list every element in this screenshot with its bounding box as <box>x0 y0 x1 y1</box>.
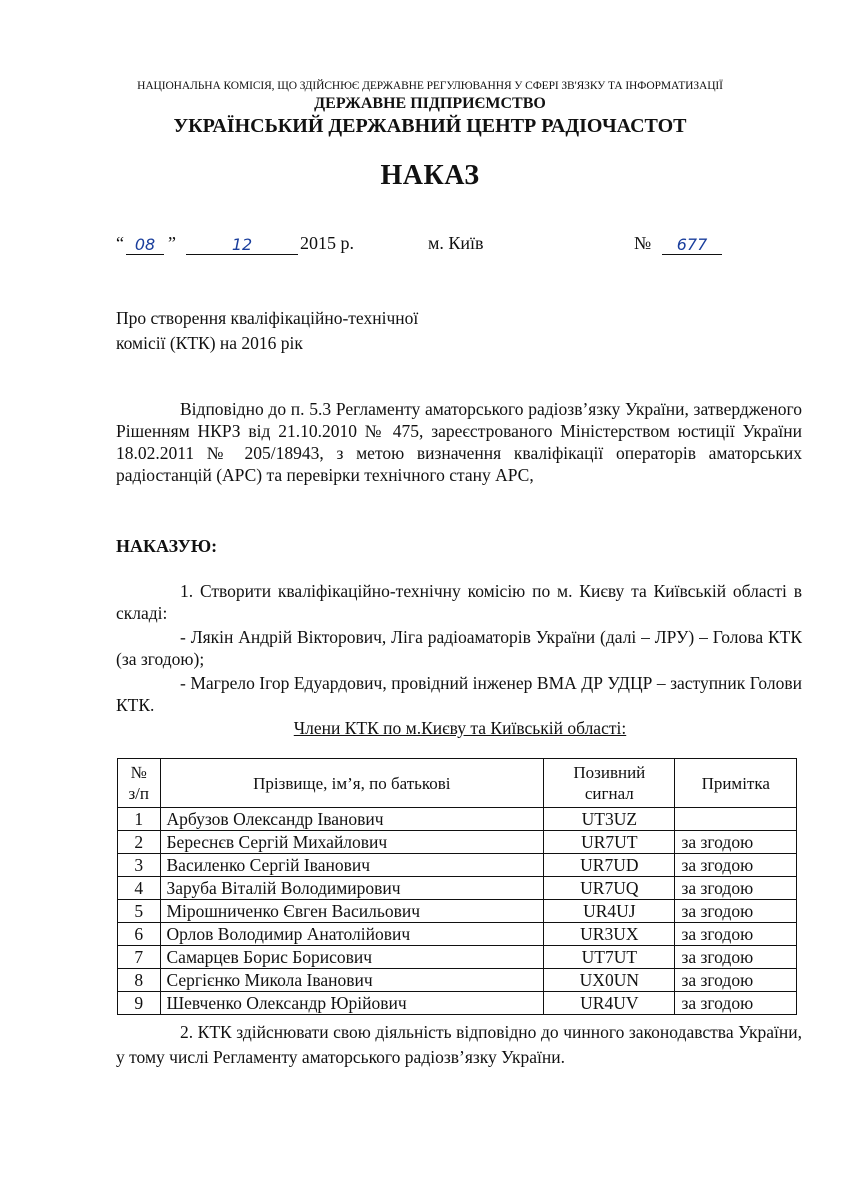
table-row <box>118 831 797 854</box>
row-name: Орлов Володимир Анатолійович <box>160 923 544 946</box>
preamble: Відповідно до п. 5.3 Регламенту аматорського радіозв’язку України, затвердженого Рішенням НКРЗ від 21.10.2010 № 475, зареєстрованого Міністерством юстиції України 18.02.2011 № 205/18943, з метою визначення кваліфікації операторів аматорських радіостанцій (АРС) та перевірки технічного стану АРС, <box>116 399 802 485</box>
members-table <box>117 758 797 1015</box>
row-note: за згодою <box>675 854 797 877</box>
row-num: 2 <box>118 831 161 854</box>
item-2: 2. КТК здійснювати свою діяльність відповідно до чинного законодавства України, у тому числі Регламенту аматорського радіозв’язку України. <box>116 1022 802 1067</box>
row-callsign: UT7UT <box>544 946 675 969</box>
row-num: 5 <box>118 900 161 923</box>
row-note <box>675 808 797 831</box>
table-row <box>118 900 797 923</box>
table-row <box>118 923 797 946</box>
city: м. Київ <box>428 233 484 253</box>
row-note: за згодою <box>675 946 797 969</box>
table-caption: Члени КТК по м.Києву та Київській області: <box>293 718 627 738</box>
row-callsign: UT3UZ <box>544 808 675 831</box>
row-note: за згодою <box>675 992 797 1015</box>
date-close-quote: ” <box>168 233 176 253</box>
date-year: 2015 р. <box>300 233 354 253</box>
subject <box>116 306 516 356</box>
committee-deputy: - Магрело Ігор Едуардович, провідний інженер ВМА ДР УДЦР – заступник Голови КТК. <box>116 673 802 715</box>
row-callsign: UR7UQ <box>544 877 675 900</box>
subject-line-2: комісії (КТК) на 2016 рік <box>116 333 303 353</box>
dateline <box>116 233 816 263</box>
row-name: Сергієнко Микола Іванович <box>160 969 544 992</box>
row-callsign: UR7UD <box>544 854 675 877</box>
table-header-row <box>118 759 797 808</box>
row-num: 7 <box>118 946 161 969</box>
row-callsign: UR3UX <box>544 923 675 946</box>
commission-name: НАЦІОНАЛЬНА КОМІСІЯ, ЩО ЗДІЙСНЮЄ ДЕРЖАВНЕ РЕГУЛЮВАННЯ У СФЕРІ ЗВ'ЯЗКУ ТА ІНФОРМАТИЗАЦІЇ <box>137 80 723 92</box>
number-label: № <box>634 233 652 253</box>
table-row <box>118 808 797 831</box>
item-1: 1. Створити кваліфікаційно-технічну комісію по м. Києву та Київській області в складі: <box>116 581 802 623</box>
table-row <box>118 969 797 992</box>
date-open-quote: “ <box>116 233 124 253</box>
row-num: 4 <box>118 877 161 900</box>
table-row <box>118 946 797 969</box>
row-callsign: UX0UN <box>544 969 675 992</box>
date-day: 08 <box>126 235 164 255</box>
row-name: Шевченко Олександр Юрійович <box>160 992 544 1015</box>
committee-head: - Лякін Андрій Вікторович, Ліга радіоаматорів України (далі – ЛРУ) – Голова КТК (за згодою); <box>116 627 802 669</box>
row-name: Мірошниченко Євген Васильович <box>160 900 544 923</box>
order-word: НАКАЗУЮ: <box>116 536 218 556</box>
row-name: Самарцев Борис Борисович <box>160 946 544 969</box>
row-note: за згодою <box>675 831 797 854</box>
row-num: 9 <box>118 992 161 1015</box>
row-num: 6 <box>118 923 161 946</box>
row-note: за згодою <box>675 969 797 992</box>
row-name: Арбузов Олександр Іванович <box>160 808 544 831</box>
row-name: Василенко Сергій Іванович <box>160 854 544 877</box>
enterprise-type: ДЕРЖАВНЕ ПІДПРИЄМСТВО <box>314 95 546 112</box>
document-title: НАКАЗ <box>380 160 480 191</box>
header-name: Прізвище, ім’я, по батькові <box>160 759 544 808</box>
row-note: за згодою <box>675 923 797 946</box>
table-row <box>118 854 797 877</box>
row-num: 8 <box>118 969 161 992</box>
header-num: № з/п <box>118 759 161 808</box>
organization-name: УКРАЇНСЬКИЙ ДЕРЖАВНИЙ ЦЕНТР РАДІОЧАСТОТ <box>173 115 687 137</box>
header-callsign: Позивний сигнал <box>544 759 675 808</box>
row-callsign: UR7UT <box>544 831 675 854</box>
row-callsign: UR4UV <box>544 992 675 1015</box>
row-note: за згодою <box>675 877 797 900</box>
row-num: 3 <box>118 854 161 877</box>
row-name: Заруба Віталій Володимирович <box>160 877 544 900</box>
order-number: 677 <box>662 235 722 255</box>
row-note: за згодою <box>675 900 797 923</box>
table-row <box>118 992 797 1015</box>
subject-line-1: Про створення кваліфікаційно-технічної <box>116 308 419 328</box>
row-callsign: UR4UJ <box>544 900 675 923</box>
table-row <box>118 877 797 900</box>
header-note: Примітка <box>675 759 797 808</box>
date-month: 12 <box>186 235 298 255</box>
row-name: Береснєв Сергій Михайлович <box>160 831 544 854</box>
row-num: 1 <box>118 808 161 831</box>
